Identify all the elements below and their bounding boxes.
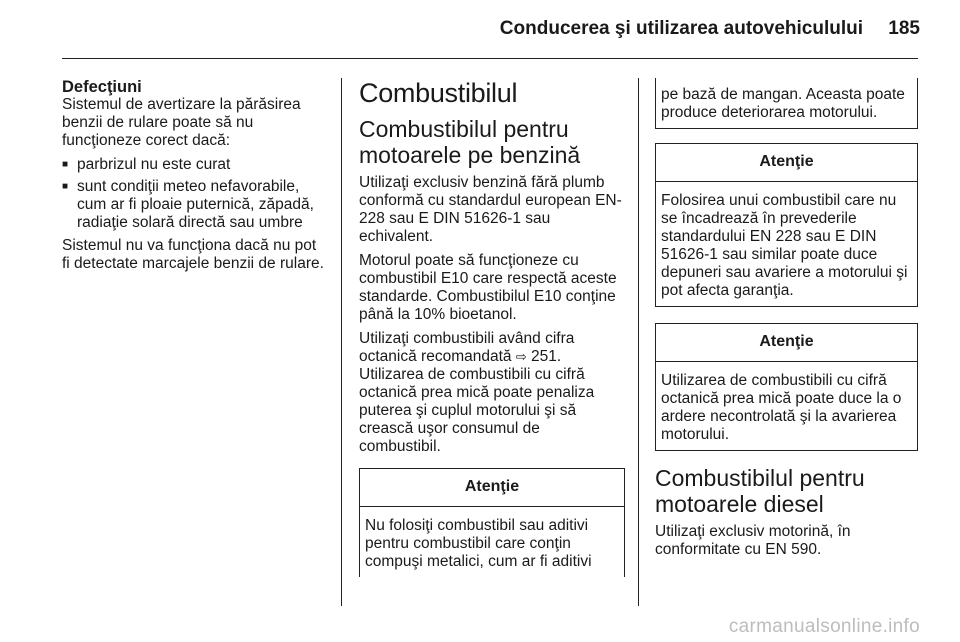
page-number: 185 xyxy=(888,18,920,39)
bullet-list xyxy=(62,156,328,232)
notice-body: Folosirea unui combustibil care nu se încadrează în prevederile standardului EN 228 sau E DIN 51626-1 sau similar poate duce depuneri sau avariere a motorului şi pot afecta garanţia. xyxy=(661,192,908,299)
bullet-item: ■ parbrizul nu este curat xyxy=(62,156,328,174)
section-heading-defects: Defecţiuni xyxy=(62,78,142,96)
section-title-fuel: Combustibilul xyxy=(359,78,518,108)
running-header: Conducerea şi utilizarea autovehiculului xyxy=(499,18,863,39)
notice-box-continuation xyxy=(655,78,918,129)
page-reference[interactable]: 251. xyxy=(531,348,562,365)
column-divider-left xyxy=(341,78,342,606)
header-divider xyxy=(62,58,918,59)
notice-body-continuation: pe bază de mangan. Aceasta poate produce deteriorarea motorului. xyxy=(661,86,905,121)
octane-text: Utilizaţi combustibili având cifra octanică recomandată xyxy=(359,330,575,365)
subsection-title-petrol: Combustibilul pentru motoarele pe benzină xyxy=(359,116,581,168)
notice-box-metal-additives xyxy=(359,468,625,577)
paragraph-e10: Motorul poate să funcţioneze cu combustibil E10 care respectă aceste standarde. Combustibilul E10 conţine până la 10% bioetanol. xyxy=(359,252,617,323)
paragraph-low-octane: Utilizarea de combustibili cu cifră octanică prea mică poate penaliza puterea şi cuplul motorului şi să crească uşor consumul de combustibil. xyxy=(359,366,595,455)
notice-heading: Atenţie xyxy=(656,144,917,182)
column-left xyxy=(62,78,328,279)
arrow-ref-icon[interactable]: ⇨ xyxy=(515,349,527,364)
paragraph-octane xyxy=(359,330,625,366)
column-middle xyxy=(359,78,625,577)
column-divider-right xyxy=(638,78,639,606)
watermark: carmanualsonline.info xyxy=(728,616,920,637)
column-right xyxy=(655,78,918,565)
paragraph-outro: Sistemul nu va funcţiona dacă nu pot fi detectate marcajele benzii de rulare. xyxy=(62,237,324,272)
paragraph-intro: Sistemul de avertizare la părăsirea benzii de rulare poate să nu funcţioneze corect dacă: xyxy=(62,96,301,149)
notice-box-low-octane xyxy=(655,323,918,451)
notice-heading: Atenţie xyxy=(656,324,917,362)
notice-body: Nu folosiţi combustibil sau aditivi pentru combustibil care conţin compuşi metalici, cum ar fi aditivi xyxy=(365,517,592,570)
paragraph-petrol-standard: Utilizaţi exclusiv benzină fără plumb conformă cu standardul european EN-228 sau E DIN 51626-1 sau echivalent. xyxy=(359,174,622,245)
notice-box-standard xyxy=(655,143,918,307)
notice-body: Utilizarea de combustibili cu cifră octanică prea mică poate duce la o ardere necontrolată şi la avarierea motorului. xyxy=(661,372,902,443)
paragraph-diesel: Utilizaţi exclusiv motorină, în conformitate cu EN 590. xyxy=(655,523,851,558)
subsection-title-diesel: Combustibilul pentru motoarele diesel xyxy=(655,465,865,517)
notice-heading: Atenţie xyxy=(360,469,624,507)
bullet-item: ■ sunt condiţii meteo nefavorabile, cum ar fi ploaie puternică, zăpadă, radiaţie solară directă sau umbre xyxy=(62,178,328,232)
